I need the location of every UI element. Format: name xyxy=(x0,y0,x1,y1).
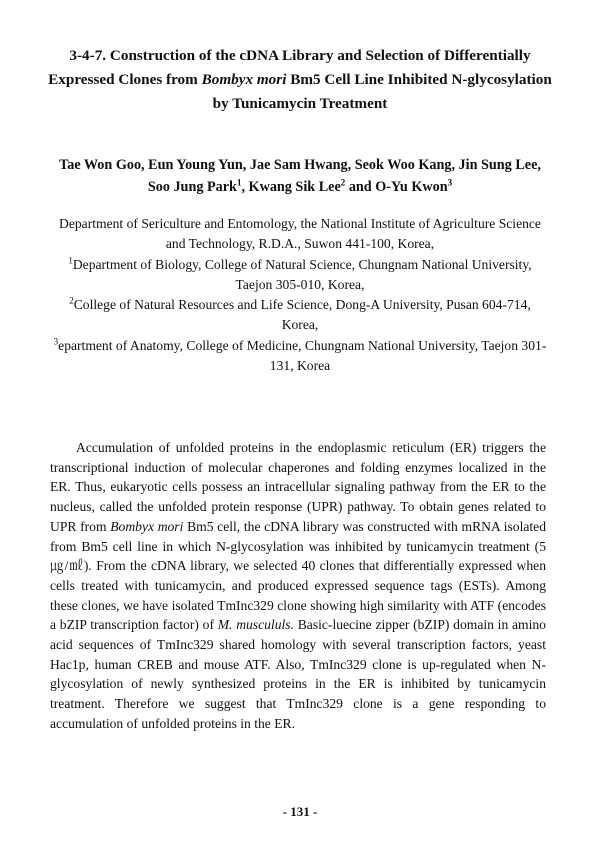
author-sup3: 3 xyxy=(447,177,453,188)
page-number: - 131 - xyxy=(282,804,318,819)
affiliation-1-sup: 1 xyxy=(68,255,73,266)
paper-title xyxy=(40,44,560,116)
abstract-text-2: Bm5 cell, the cDNA library was constructed with mRNA isolated from Bm5 cell line in which N-glycosylation was inhibited by tunicamycin treatment (5 ㎍/㎖). From the cDNA library, we selected 40 clones that differentially expressed when cells treated with tunicamycin, and produced expressed sequence tags (ESTs). Among these clones, we have isolated TmInc329 clone showing high similarity with ATF (encodes a bZIP transcription factor) of xyxy=(50,518,546,633)
affiliation-1 xyxy=(52,255,548,296)
affiliation-3 xyxy=(52,336,548,377)
affiliation-3-text: epartment of Anatomy, College of Medicine, Chungnam National University, Taejon 301-131, Korea xyxy=(58,337,547,374)
authors-part2: , Kwang Sik Lee xyxy=(241,179,341,195)
title-species: Bombyx mori xyxy=(201,71,287,88)
authors-part1: Tae Won Goo, Eun Young Yun, Jae Sam Hwang, Seok Woo Kang, Jin Sung Lee, Soo Jung Park xyxy=(59,157,541,195)
affiliation-3-sup: 3 xyxy=(53,336,59,347)
title-prefix: 3-4-7. Construction of the cDNA Library and Selection of Differentially Expressed Clones from xyxy=(48,47,531,88)
abstract-italic-2: M. muscululs. xyxy=(217,617,294,633)
abstract xyxy=(50,438,546,734)
abstract-text-3: Basic-luecine zipper (bZIP) domain in amino acid sequences of TmInc329 shared homology with several transcription factors, yeast Hac1p, human CREB and mouse ATF. Also, TmInc329 clone is up-regulated when N-glycosylation of newly synthesized proteins in the ER is inhibited by tunicamycin treatment. Therefore we suggest that TmInc329 clone is a gene responding to accumulation of unfolded proteins in the ER. xyxy=(50,617,546,731)
affiliations xyxy=(52,214,548,376)
author-sup1: 1 xyxy=(236,177,242,188)
author-list xyxy=(55,154,545,198)
affiliation-0-text: Department of Sericulture and Entomology, the National Institute of Agriculture Science and Technology, R.D.A., Suwon 441-100, Korea, xyxy=(59,216,541,252)
affiliation-2-sup: 2 xyxy=(69,295,74,306)
affiliation-0 xyxy=(52,214,548,255)
affiliation-2-text: College of Natural Resources and Life Science, Dong-A University, Pusan 604-714, Korea, xyxy=(73,297,531,333)
abstract-paragraph xyxy=(50,438,546,734)
abstract-text-1: Accumulation of unfolded proteins in the endoplasmic reticulum (ER) triggers the transcriptional induction of molecular chaperones and folding enzymes localized in the ER. Thus, eukaryotic cells possess an intracellular signaling pathway from the ER to the nucleus, called the unfolded protein response (UPR) pathway. To obtain genes related to UPR from xyxy=(50,440,546,534)
author-sup2: 2 xyxy=(340,177,346,188)
affiliation-2 xyxy=(52,295,548,336)
affiliation-1-text: Department of Biology, College of Natural Science, Chungnam National University, Taejon 305-010, Korea, xyxy=(72,256,532,292)
authors-part3: and O-Yu Kwon xyxy=(345,179,448,195)
title-suffix: Bm5 Cell Line Inhibited N-glycosylation by Tunicamycin Treatment xyxy=(212,71,552,112)
abstract-italic-1: Bombyx mori xyxy=(110,518,184,534)
